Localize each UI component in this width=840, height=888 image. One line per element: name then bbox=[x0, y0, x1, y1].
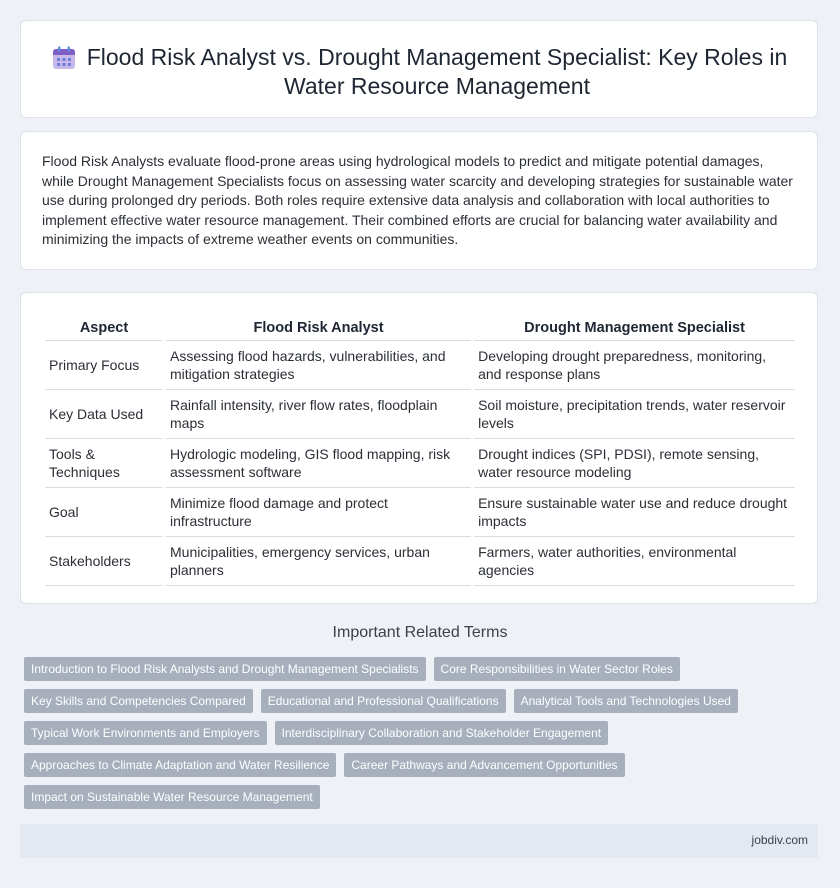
aspect-cell: Goal bbox=[45, 488, 163, 537]
table-row bbox=[45, 488, 795, 537]
flood-cell: Municipalities, emergency services, urban planners bbox=[166, 537, 471, 586]
drought-cell: Farmers, water authorities, environmental agencies bbox=[474, 537, 795, 586]
flood-cell: Minimize flood damage and protect infrastructure bbox=[166, 488, 471, 537]
comparison-card bbox=[20, 292, 818, 604]
drought-cell: Drought indices (SPI, PDSI), remote sensing, water resource modeling bbox=[474, 439, 795, 488]
related-terms-title: Important Related Terms bbox=[332, 624, 508, 641]
aspect-cell: Tools & Techniques bbox=[45, 439, 163, 488]
flood-cell: Rainfall intensity, river flow rates, floodplain maps bbox=[166, 390, 471, 439]
related-term-tag[interactable]: Career Pathways and Advancement Opportunities bbox=[344, 753, 624, 777]
flood-cell: Assessing flood hazards, vulnerabilities, and mitigation strategies bbox=[166, 341, 471, 390]
aspect-cell: Stakeholders bbox=[45, 537, 163, 586]
header-card bbox=[20, 20, 818, 118]
drought-cell: Developing drought preparedness, monitoring, and response plans bbox=[474, 341, 795, 390]
table-header-row bbox=[45, 313, 795, 341]
flood-cell: Hydrologic modeling, GIS flood mapping, risk assessment software bbox=[166, 439, 471, 488]
related-term-tag[interactable]: Analytical Tools and Technologies Used bbox=[514, 689, 738, 713]
intro-card bbox=[20, 131, 818, 270]
table-row bbox=[45, 390, 795, 439]
related-term-tag[interactable]: Core Responsibilities in Water Sector Roles bbox=[434, 657, 680, 681]
related-term-tag[interactable]: Introduction to Flood Risk Analysts and Drought Management Specialists bbox=[24, 657, 426, 681]
related-term-tag[interactable]: Key Skills and Competencies Compared bbox=[24, 689, 253, 713]
table-row bbox=[45, 537, 795, 586]
table-row bbox=[45, 341, 795, 390]
header-drought-specialist: Drought Management Specialist bbox=[474, 313, 795, 341]
header-flood-risk-analyst: Flood Risk Analyst bbox=[166, 313, 471, 341]
header-aspect: Aspect bbox=[45, 313, 163, 341]
aspect-cell: Key Data Used bbox=[45, 390, 163, 439]
related-term-tag[interactable]: Typical Work Environments and Employers bbox=[24, 721, 267, 745]
related-term-tag[interactable]: Interdisciplinary Collaboration and Stakeholder Engagement bbox=[275, 721, 609, 745]
related-term-tag[interactable]: Approaches to Climate Adaptation and Water Resilience bbox=[24, 753, 336, 777]
page-title: Flood Risk Analyst vs. Drought Management Specialist: Key Roles in Water Resource Management bbox=[86, 44, 788, 99]
drought-cell: Soil moisture, precipitation trends, water reservoir levels bbox=[474, 390, 795, 439]
calendar-icon bbox=[51, 45, 77, 71]
related-terms-list bbox=[24, 657, 804, 809]
related-term-tag[interactable]: Impact on Sustainable Water Resource Management bbox=[24, 785, 320, 809]
aspect-cell: Primary Focus bbox=[45, 341, 163, 390]
footer-site-link[interactable]: jobdiv.com bbox=[751, 833, 808, 847]
footer bbox=[20, 824, 818, 858]
intro-paragraph: Flood Risk Analysts evaluate flood-prone areas using hydrological models to predict and mitigate potential damages, while Drought Management Specialists focus on assessing water scarcity and developing strategies for sustainable water use during prolonged dry periods. Both roles require extensive data analysis and collaboration with local authorities to implement effective water resource management. Their combined efforts are crucial for balancing water availability and minimizing the impacts of extreme weather events on communities. bbox=[42, 153, 793, 248]
drought-cell: Ensure sustainable water use and reduce drought impacts bbox=[474, 488, 795, 537]
table-row bbox=[45, 439, 795, 488]
related-term-tag[interactable]: Educational and Professional Qualifications bbox=[261, 689, 506, 713]
header bbox=[51, 43, 797, 101]
comparison-table bbox=[42, 313, 798, 586]
